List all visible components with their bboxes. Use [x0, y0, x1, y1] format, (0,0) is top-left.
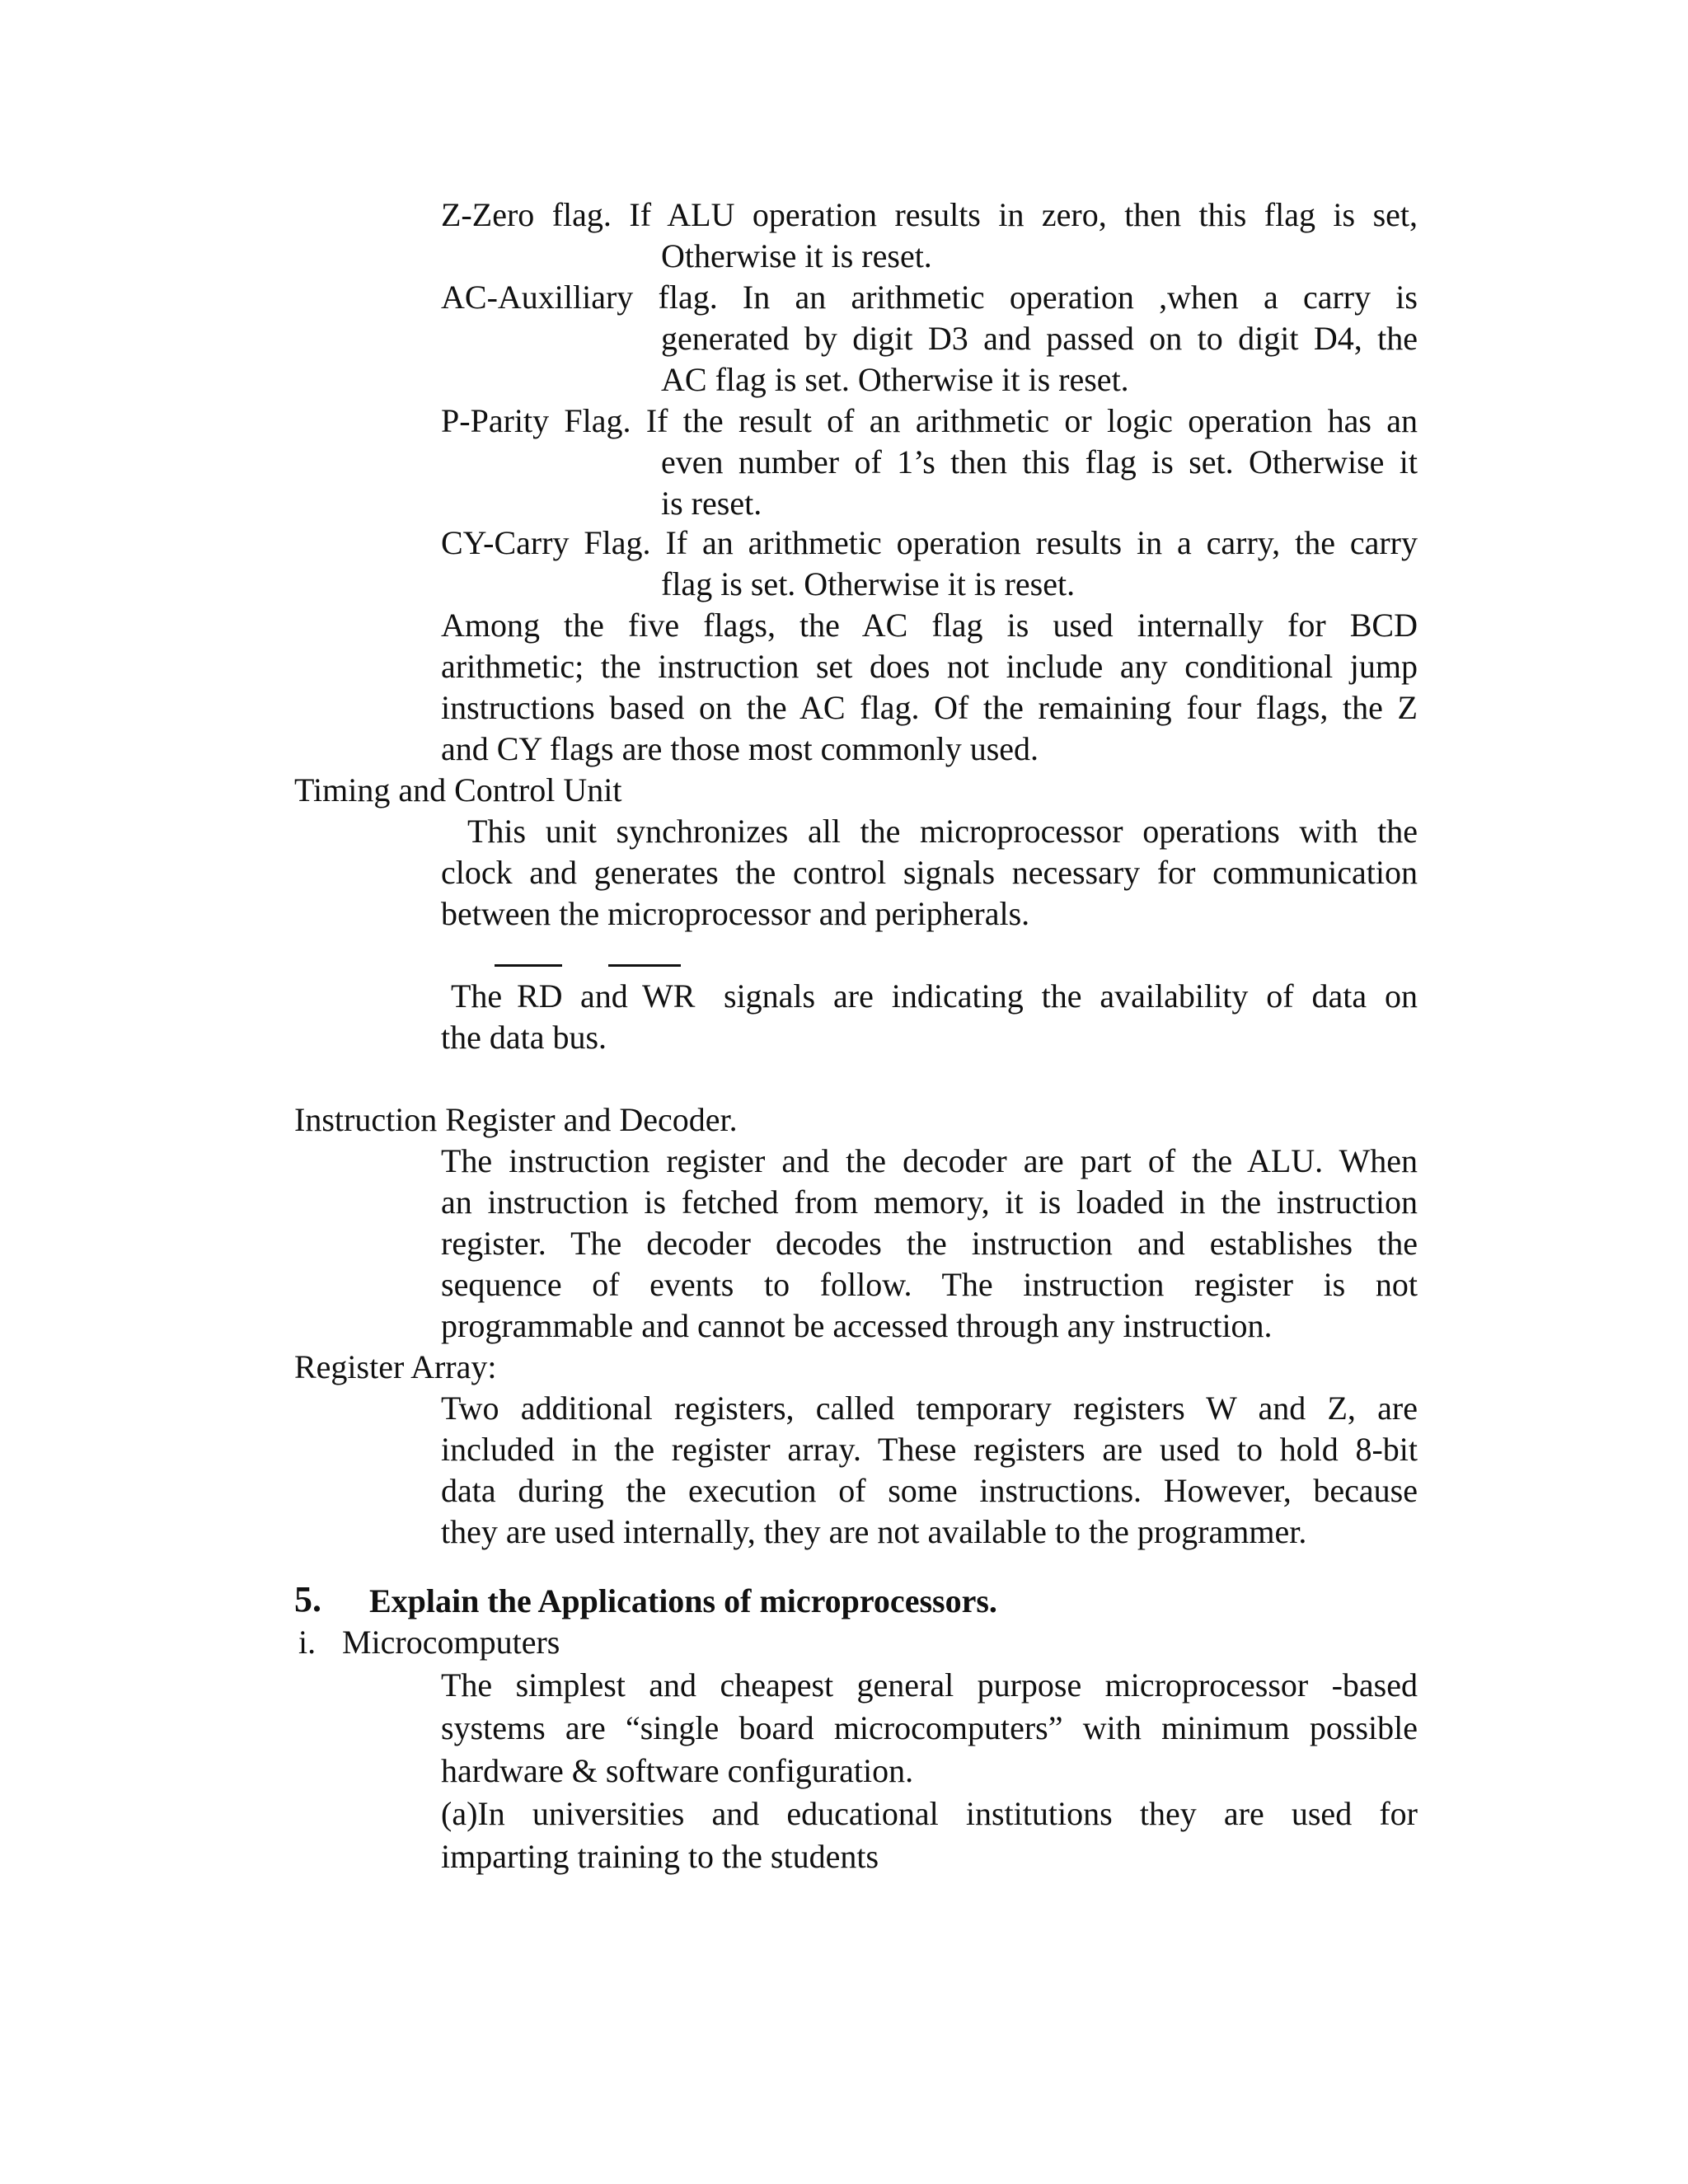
sub-item-title: Microcomputers: [342, 1624, 560, 1661]
timing-para-line-1: This unit synchronizes all the microprocessor operations with the: [467, 813, 1418, 850]
q5-para-line-2: systems are “single board microcomputers” with minimum possible: [441, 1709, 1418, 1746]
ir-para-line-1: The instruction register and the decoder are part of the ALU. When: [441, 1142, 1418, 1179]
signals-line-rest: signals are indicating the availability of data on: [724, 977, 1418, 1015]
flags-summary-line-4: and CY flags are those most commonly used.: [441, 730, 1039, 767]
flags-summary-line-1: Among the five flags, the AC flag is used internally for BCD: [441, 607, 1418, 644]
ra-para-line-2: included in the register array. These registers are used to hold 8-bit: [441, 1431, 1418, 1468]
question-number: 5.: [294, 1579, 321, 1619]
ir-heading: Instruction Register and Decoder.: [294, 1101, 738, 1138]
ir-para-line-4: sequence of events to follow. The instruction register is not: [441, 1266, 1418, 1303]
question-title: Explain the Applications of microprocessors.: [369, 1582, 997, 1619]
ac-flag-line-2: generated by digit D3 and passed on to digit D4, the: [661, 320, 1418, 357]
ir-para-line-5: programmable and cannot be accessed through any instruction.: [441, 1307, 1273, 1344]
p-flag-line-1: P-Parity Flag. If the result of an arithmetic or logic operation has an: [441, 402, 1418, 439]
wr-overbar: [608, 964, 681, 967]
signal-wr: WR: [642, 977, 696, 1015]
signals-line-2: the data bus.: [441, 1019, 607, 1056]
z-flag-line-1: Z-Zero flag. If ALU operation results in zero, then this flag is set,: [441, 196, 1418, 233]
z-flag-line-2: Otherwise it is reset.: [661, 237, 932, 274]
signals-word-and: and: [580, 977, 628, 1015]
timing-heading: Timing and Control Unit: [294, 771, 622, 808]
p-flag-line-2: even number of 1’s then this flag is set. Otherwise it: [661, 443, 1418, 480]
ra-para-line-3: data during the execution of some instructions. However, because: [441, 1472, 1418, 1509]
ac-flag-line-3: AC flag is set. Otherwise it is reset.: [661, 361, 1129, 398]
cy-flag-line-2: flag is set. Otherwise it is reset.: [661, 565, 1076, 602]
sub-item-number: i.: [298, 1624, 316, 1661]
timing-para-line-2: clock and generates the control signals necessary for communication: [441, 854, 1418, 891]
flags-summary-line-3: instructions based on the AC flag. Of the remaining four flags, the Z: [441, 689, 1418, 726]
timing-para-line-3: between the microprocessor and peripherals.: [441, 895, 1030, 932]
q5-para-line-3: hardware & software configuration.: [441, 1752, 914, 1789]
q5-para-line-5: imparting training to the students: [441, 1838, 879, 1875]
ra-heading: Register Array:: [294, 1348, 497, 1385]
cy-flag-line-1: CY-Carry Flag. If an arithmetic operation results in a carry, the carry: [441, 524, 1418, 561]
signal-rd: RD: [517, 977, 563, 1015]
ir-para-line-2: an instruction is fetched from memory, it is loaded in the instruction: [441, 1183, 1418, 1221]
rd-overbar: [495, 964, 562, 967]
q5-para-line-4: (a)In universities and educational institutions they are used for: [441, 1795, 1418, 1832]
signals-word-the: The: [451, 977, 503, 1015]
p-flag-line-3: is reset.: [661, 485, 762, 522]
ra-para-line-1: Two additional registers, called temporary registers W and Z, are: [441, 1390, 1418, 1427]
q5-para-line-1: The simplest and cheapest general purpose microprocessor -based: [441, 1666, 1418, 1704]
ra-para-line-4: they are used internally, they are not available to the programmer.: [441, 1513, 1307, 1550]
ir-para-line-3: register. The decoder decodes the instruction and establishes the: [441, 1225, 1418, 1262]
ac-flag-line-1: AC-Auxilliary flag. In an arithmetic operation ,when a carry is: [441, 279, 1418, 316]
flags-summary-line-2: arithmetic; the instruction set does not include any conditional jump: [441, 648, 1418, 685]
